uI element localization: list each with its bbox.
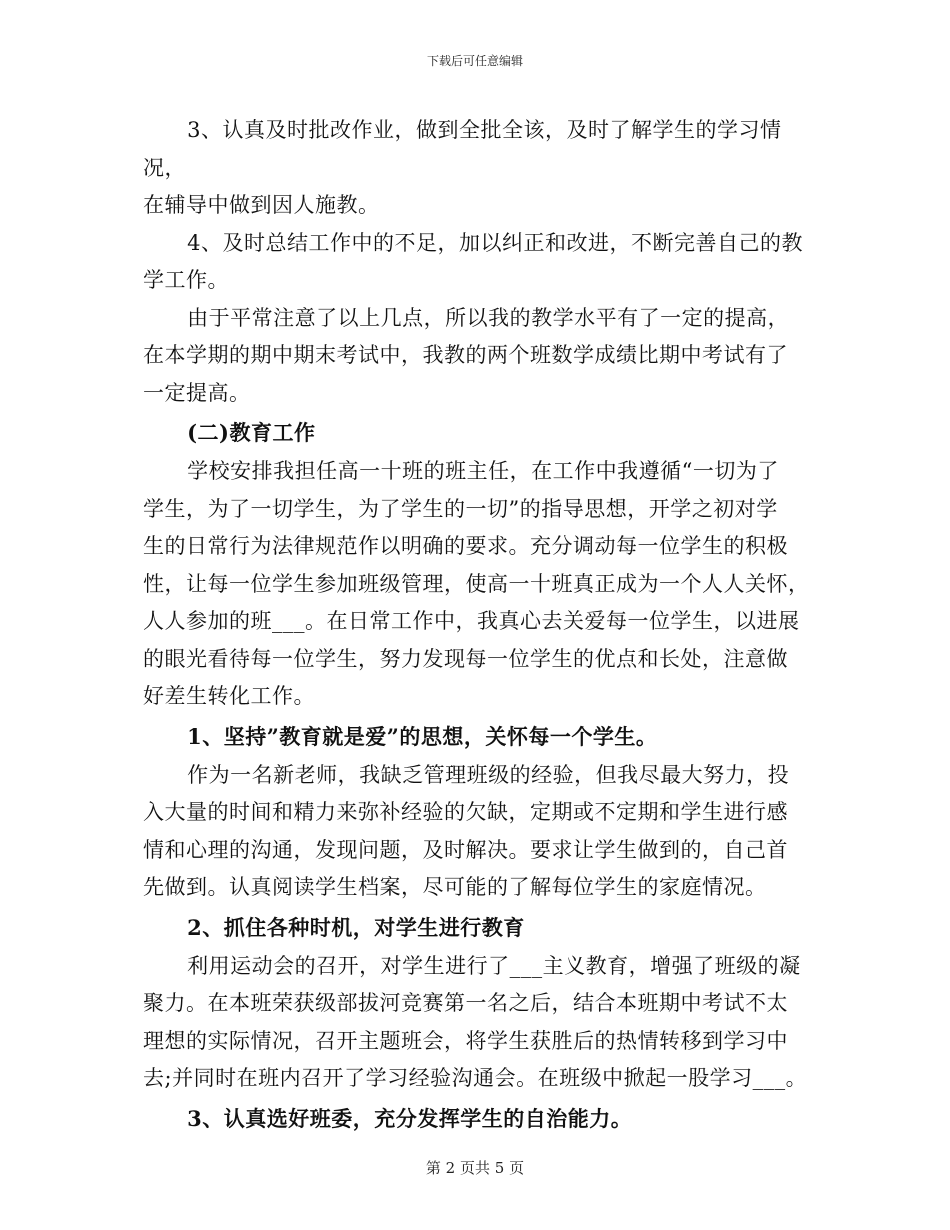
text-line: 由于平常注意了以上几点，所以我的教学水平有了一定的提高， [187, 305, 790, 330]
text-line: 的眼光看待每一位学生，努力发现每一位学生的优点和长处，注意做 [143, 646, 788, 671]
text-line: 理想的实际情况，召开主题班会，将学生获胜后的热情转移到学习中 [143, 1028, 788, 1053]
text-line: 学生，为了一切学生，为了学生的一切”的指导思想，开学之初对学 [143, 496, 778, 521]
paragraph-education [143, 453, 811, 716]
text-line: 学工作。 [143, 268, 229, 292]
text-line: 入大量的时间和精力来弥补经验的欠缺，定期或不定期和学生进行感 [143, 800, 788, 824]
text-line: 作为一名新老师，我缺乏管理班级的经验，但我尽最大努力，投 [187, 762, 790, 787]
paragraph-opportunity [143, 948, 811, 1098]
subheading-care: 1、坚持”教育就是爱”的思想，关怀每一个学生。 [187, 723, 658, 749]
text-line: 生的日常行为法律规范作以明确的要求。充分调动每一位学生的积极 [143, 534, 788, 558]
text-line: 3、认真及时批改作业，做到全批全该，及时了解学生的学习情况， [143, 118, 782, 180]
text-line: 4、及时总结工作中的不足，加以纠正和改进，不断完善自己的教 [187, 230, 803, 255]
text-line: 一定提高。 [143, 380, 251, 405]
text-line: 性，让每一位学生参加班级管理，使高一十班真正成为一个人人关怀， [143, 571, 810, 596]
paragraph-care [143, 757, 811, 907]
text-line: 利用运动会的召开，对学生进行了___主义教育，增强了班级的凝 [187, 953, 801, 978]
text-line: 好差生转化工作。 [143, 684, 315, 708]
text-line: 学校安排我担任高一十班的班主任，在工作中我遵循“一切为了 [187, 459, 779, 483]
subheading-opportunity: 2、抓住各种时机，对学生进行教育 [187, 914, 525, 940]
text-line: 去;并同时在班内召开了学习经验沟通会。在班级中掀起一股学习___。 [143, 1066, 808, 1090]
paragraph-grading [143, 112, 811, 225]
document-body [143, 112, 811, 1139]
paragraph-summary [143, 225, 811, 300]
text-line: 在辅导中做到因人施教。 [143, 193, 380, 217]
text-line: 情和心理的沟通，发现问题，及时解决。要求让学生做到的，自己首 [143, 837, 788, 862]
paragraph-results [143, 300, 811, 413]
page-number: 第 2 页共 5 页 [425, 1159, 525, 1177]
section-heading: (二)教育工作 [187, 420, 316, 445]
text-line: 在本学期的期中期末考试中，我教的两个班数学成绩比期中考试有了 [143, 343, 788, 367]
page-header: 下载后可任意编辑 [426, 54, 523, 68]
subheading-committee: 3、认真选好班委，充分发挥学生的自治能力。 [187, 1105, 633, 1131]
text-line: 人人参加的班___。在日常工作中，我真心去关爱每一位学生，以进展 [143, 609, 800, 633]
text-line: 聚力。在本班荣获级部拔河竞赛第一名之后，结合本班期中考试不太 [143, 991, 788, 1015]
text-line: 先做到。认真阅读学生档案，尽可能的了解每位学生的家庭情况。 [143, 875, 767, 899]
